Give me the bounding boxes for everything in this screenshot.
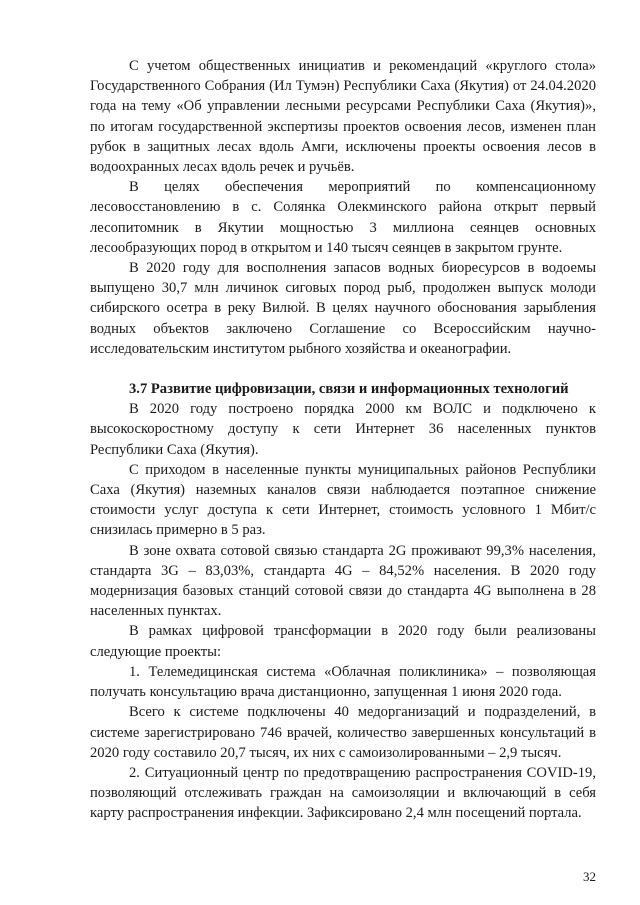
section-heading: 3.7 Развитие цифровизации, связи и информационных технологий — [129, 381, 569, 398]
paragraph-telemedicine: 1. Телемедицинская система «Облачная поликлиника» – позволяющая получать консультацию врача дистанционно, запущенная 1 июня 2020 года. — [90, 663, 596, 701]
paragraph-round-table: С учетом общественных инициатив и рекомендаций «круглого стола» Государственного Собрания (Ил Тумэн) Республики Саха (Якутия) от 24.04.2020 года на тему «Об управлении лесными ресурсами Республики Саха (Якутия)», по итогам государственной экспертизы проектов освоения лесов, изменен план рубок в защитных лесах вдоль Амги, исключены проекты освоения лесов в водоохранных лесах вдоль речек и ручьёв. — [90, 58, 596, 176]
paragraph-cellular-coverage: В зоне охвата сотовой связью стандарта 2G проживают 99,3% населения, стандарта 3G – 83,03%, стандарта 4G – 84,52% населения. В 2020 году модернизация базовых станций сотовой связи до стандарта 4G выполнена в 28 населенных пунктах. — [90, 542, 596, 620]
page-number: 32 — [583, 869, 596, 884]
paragraph-digital-projects-intro: В рамках цифровой трансформации в 2020 году были реализованы следующие проекты: — [90, 623, 596, 660]
paragraph-telemedicine-stats: Всего к системе подключены 40 медорганизаций и подразделений, в системе зарегистрировано 746 врачей, количество завершенных консультаций в 2020 году составило 20,7 тысяч, их них с самоизолированными – 2,9 тысяч. — [90, 704, 596, 761]
paragraph-fiber-lines: В 2020 году построено порядка 2000 км ВОЛС и подключено к высокоскоростному доступу к сети Интернет 36 населенных пунктов Республики Саха (Якутия). — [90, 401, 596, 458]
paragraph-fish-resources: В 2020 году для восполнения запасов водных биоресурсов в водоемы выпущено 30,7 млн личинок сиговых пород рыб, продолжен выпуск молоди сибирского осетра в реку Вилюй. В целях научного обоснования зарыбления водных объектов заключено Соглашение со Всероссийским научно-исследовательским институтом рыбного хозяйства и океанографии. — [90, 260, 596, 357]
paragraph-covid-center: 2. Ситуационный центр по предотвращению распространения COVID-19, позволяющий отслеживать граждан на самоизоляции и включающий в себя карту распространения инфекции. Зафиксировано 2,4 млн посещений портала. — [90, 764, 596, 822]
paragraph-internet-cost: С приходом в населенные пункты муниципальных районов Республики Саха (Якутия) наземных каналов связи наблюдается поэтапное снижение стоимости услуг доступа к сети Интернет, стоимость условного 1 Мбит/с снизилась примерно в 5 раз. — [90, 461, 596, 539]
paragraph-forest-nursery: В целях обеспечения мероприятий по компенсационному лесовосстановлению в с. Солянка Олекминского района открыт первый лесопитомник в Якутии мощностью 3 миллиона сеянцев основных лесообразующих пород в открытом и 140 тысяч сеянцев в закрытом грунте. — [90, 179, 596, 256]
